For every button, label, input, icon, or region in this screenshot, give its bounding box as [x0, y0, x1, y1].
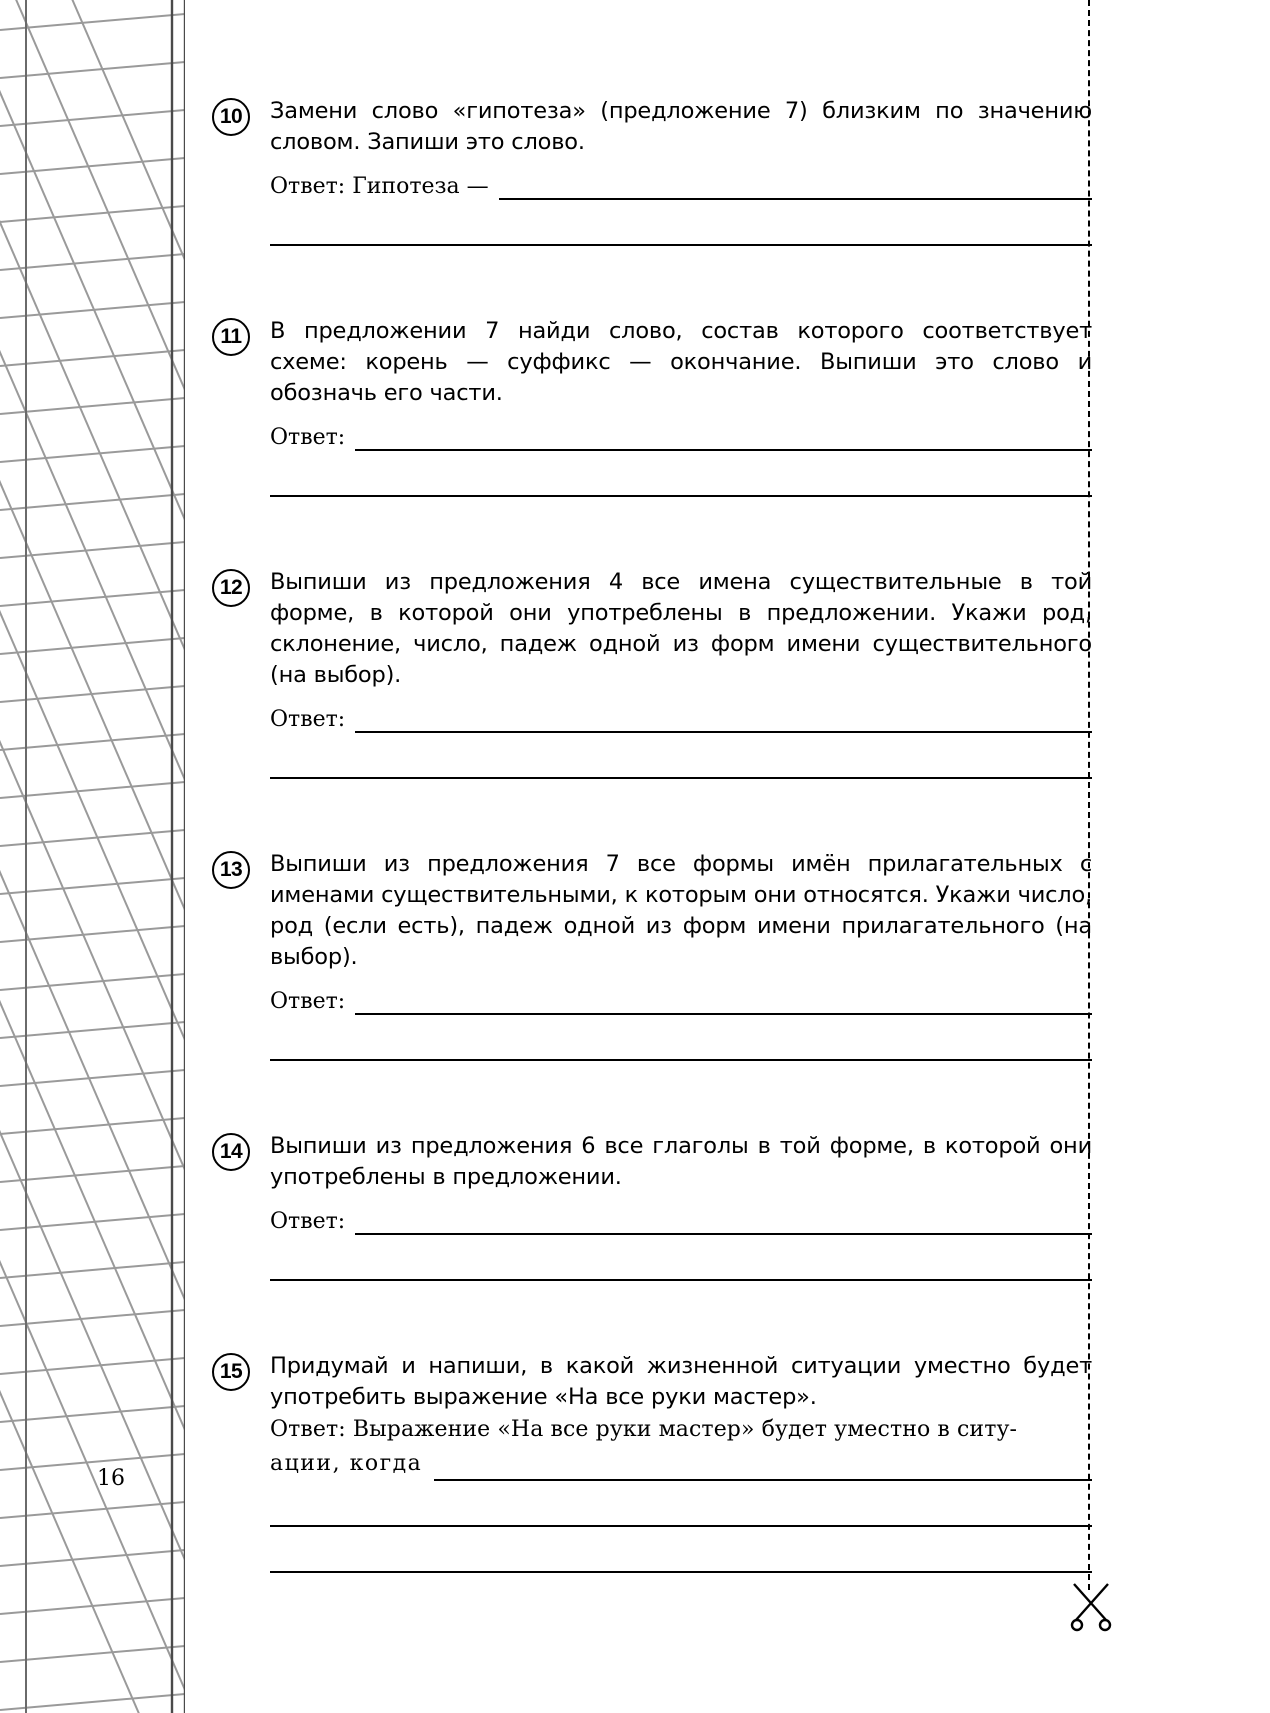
answer-label: Ответ:	[270, 707, 346, 732]
answer-label-continued: ации, когда	[270, 1451, 423, 1476]
task-10	[212, 96, 1092, 272]
page-number: 16	[97, 1466, 125, 1491]
answer-writing-line[interactable]	[434, 1461, 1092, 1481]
task-question: В предложении 7 найди слово, состав которого соответствует схеме: корень — суффикс — окончание. Выпиши это слово и обозначь его части.	[270, 318, 1092, 406]
answer-label: Ответ: Выражение «На все руки мастер» будет уместно в ситу-	[270, 1417, 1018, 1442]
task-question: Выпиши из предложения 6 все глаголы в той форме, в которой они употреблены в предложении.	[270, 1133, 1092, 1190]
answer-label: Ответ:	[270, 989, 346, 1014]
answer-block	[270, 1413, 1092, 1481]
task-number: 11	[212, 318, 250, 356]
task-number: 15	[212, 1353, 250, 1391]
task-question: Придумай и напиши, в какой жизненной ситуации уместно будет употребить выражение «На все руки мастер».	[270, 1353, 1092, 1410]
task-11	[212, 316, 1092, 523]
task-13	[212, 849, 1092, 1087]
answer-row	[270, 425, 1092, 451]
answer-writing-line[interactable]	[355, 1215, 1092, 1235]
answer-writing-line[interactable]	[355, 995, 1092, 1015]
task-number: 13	[212, 851, 250, 889]
task-15	[212, 1351, 1092, 1573]
answer-row	[270, 1447, 1092, 1481]
answer-row	[270, 174, 1092, 200]
answer-row	[270, 1209, 1092, 1235]
answer-writing-line[interactable]	[270, 1571, 1092, 1573]
answer-writing-line[interactable]	[355, 431, 1092, 451]
task-12	[212, 567, 1092, 805]
task-number: 12	[212, 569, 250, 607]
answer-writing-line[interactable]	[355, 713, 1092, 733]
task-question: Замени слово «гипотеза» (предложение 7) близким по значению словом. Запиши это слово.	[270, 98, 1092, 155]
answer-row	[270, 989, 1092, 1015]
task-question: Выпиши из предложения 4 все имена существительные в той форме, в которой они употреблены в предложении. Укажи род, склонение, число, падеж одной из форм имени существительного (на выбор).	[270, 569, 1092, 688]
answer-row	[270, 707, 1092, 733]
task-number: 10	[212, 98, 250, 136]
task-number: 14	[212, 1133, 250, 1171]
decorative-margin-pattern	[0, 0, 185, 1713]
task-question: Выпиши из предложения 7 все формы имён прилагательных с именами существительными, к которым они относятся. Укажи число, род (если есть), падеж одной из форм имени прилагательного (на выбор).	[270, 851, 1092, 970]
scissors-icon	[1068, 1580, 1114, 1632]
answer-label: Ответ:	[270, 425, 346, 450]
tasks-container	[212, 96, 1092, 1579]
answer-writing-line[interactable]	[499, 180, 1092, 200]
task-14	[212, 1131, 1092, 1307]
answer-label: Ответ: Гипотеза —	[270, 174, 489, 199]
answer-label: Ответ:	[270, 1209, 346, 1234]
